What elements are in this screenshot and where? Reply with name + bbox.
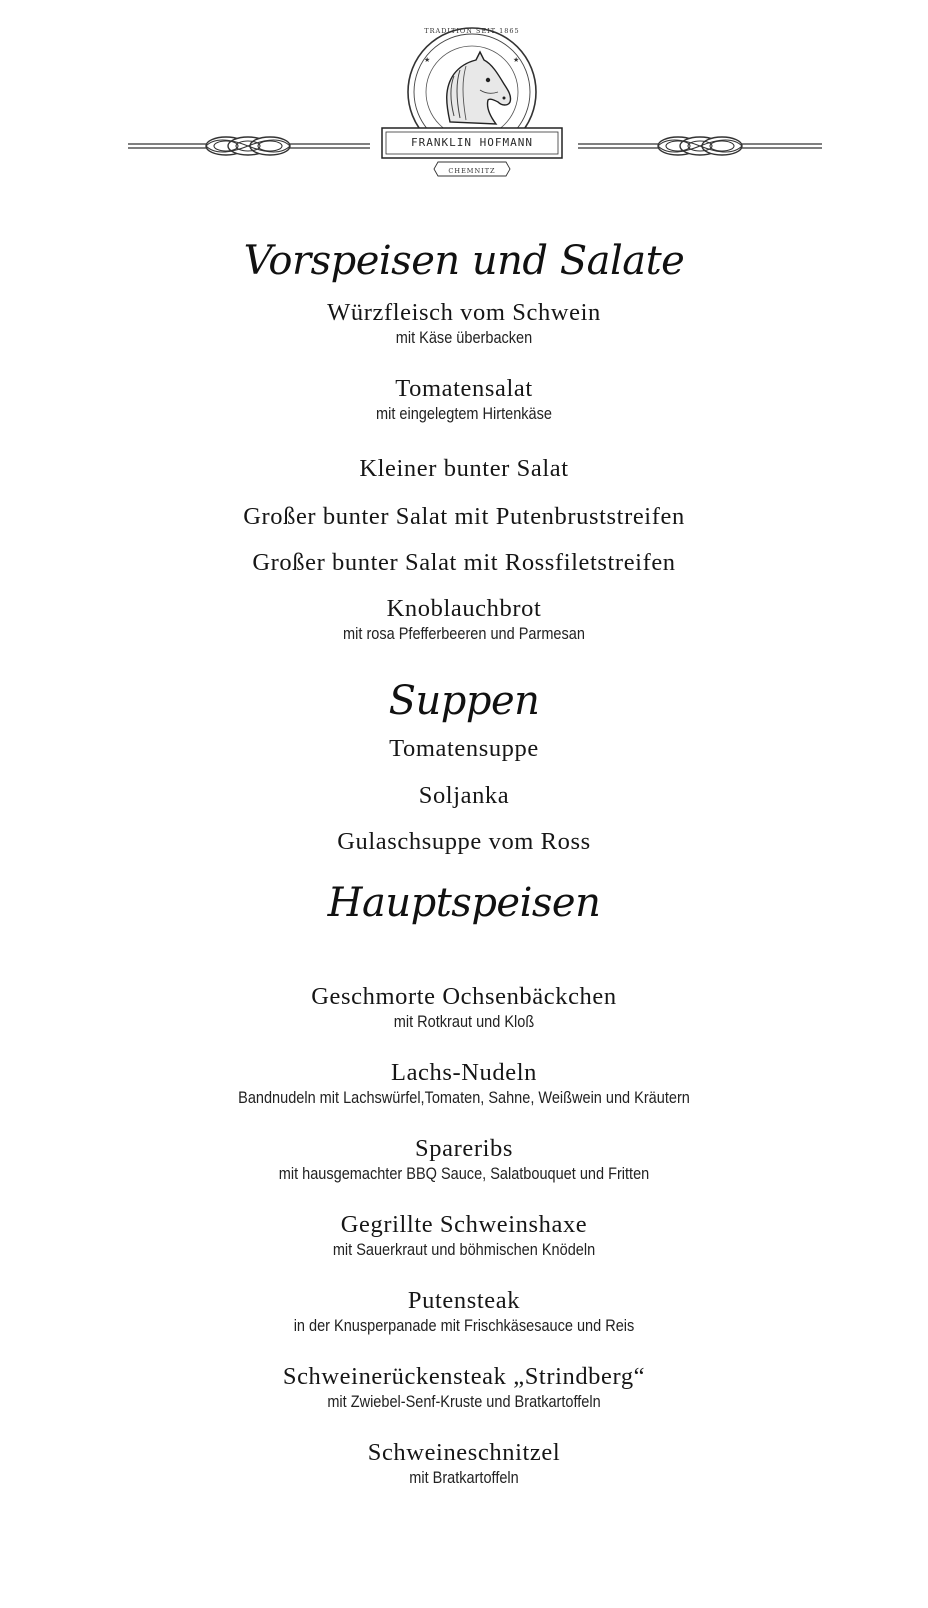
dish-description: mit Rotkraut und Kloß	[393, 1013, 535, 1031]
dish-name: Gulaschsuppe vom Ross	[337, 828, 591, 855]
dish-description: mit eingelegtem Hirtenkäse	[376, 405, 552, 423]
dish-description: mit hausgemachter BBQ Sauce, Salatbouquet und Fritten	[278, 1165, 650, 1183]
dish-name: Soljanka	[418, 782, 510, 809]
dish-name: Knoblauchbrot	[386, 595, 542, 622]
logo-tradition-text: TRADITION SEIT 1865	[424, 27, 520, 35]
dish-name: Würzfleisch vom Schwein	[327, 299, 601, 326]
dish-description: in der Knusperpanade mit Frischkäsesauce und Reis	[293, 1317, 635, 1335]
dish-name: Großer bunter Salat mit Putenbruststreifen	[243, 503, 685, 530]
menu-item	[0, 1286, 928, 1336]
dish-description: mit Bratkartoffeln	[409, 1469, 519, 1487]
menu-item	[0, 1210, 928, 1260]
menu-item	[0, 781, 928, 811]
menu-item	[0, 298, 928, 348]
dish-description: mit Zwiebel-Senf-Kruste und Bratkartoffeln	[327, 1393, 601, 1411]
franklin-hofmann-logo	[380, 24, 564, 184]
menu-item	[0, 827, 928, 857]
dish-description: mit Sauerkraut und böhmischen Knödeln	[332, 1241, 596, 1259]
section-title-hauptspeisen: Hauptspeisen	[327, 880, 601, 926]
dish-name: Großer bunter Salat mit Rossfiletstreifen	[252, 549, 676, 576]
menu-item	[0, 502, 928, 532]
dish-name: Putensteak	[407, 1287, 521, 1314]
dish-name: Kleiner bunter Salat	[359, 455, 569, 482]
dish-name: Lachs-Nudeln	[391, 1059, 537, 1086]
menu-item	[0, 1362, 928, 1412]
dish-name: Spareribs	[415, 1135, 513, 1162]
ornament-divider-left	[128, 126, 370, 166]
section-title-vorspeisen: Vorspeisen und Salate	[243, 238, 685, 284]
menu-item	[0, 594, 928, 644]
ornament-divider-right	[578, 126, 822, 166]
menu-item	[0, 734, 928, 764]
menu-item	[0, 548, 928, 578]
dish-description: mit rosa Pfefferbeeren und Parmesan	[343, 625, 585, 643]
menu-item	[0, 982, 928, 1032]
dish-name: Schweinerückensteak „Strindberg“	[282, 1363, 646, 1390]
svg-text:★: ★	[513, 56, 520, 64]
dish-description: Bandnudeln mit Lachswürfel,Tomaten, Sahne, Weißwein und Kräutern	[238, 1089, 690, 1107]
menu-item	[0, 1134, 928, 1184]
dish-name: Tomatensalat	[395, 375, 533, 402]
menu-item	[0, 454, 928, 484]
dish-name: Gegrillte Schweinshaxe	[340, 1211, 588, 1238]
header	[0, 0, 928, 200]
svg-text:★: ★	[424, 56, 431, 64]
dish-name: Schweineschnitzel	[367, 1439, 561, 1466]
section-title-suppen: Suppen	[388, 678, 540, 724]
dish-name: Geschmorte Ochsenbäckchen	[311, 983, 617, 1010]
dish-name: Tomatensuppe	[389, 735, 539, 762]
horse-icon	[380, 24, 564, 184]
logo-brand-name: FRANKLIN HOFMANN	[411, 136, 533, 149]
menu-item	[0, 374, 928, 424]
menu-item	[0, 1438, 928, 1488]
menu-item	[0, 1058, 928, 1108]
logo-city: CHEMNITZ	[448, 167, 496, 175]
dish-description: mit Käse überbacken	[395, 329, 533, 347]
